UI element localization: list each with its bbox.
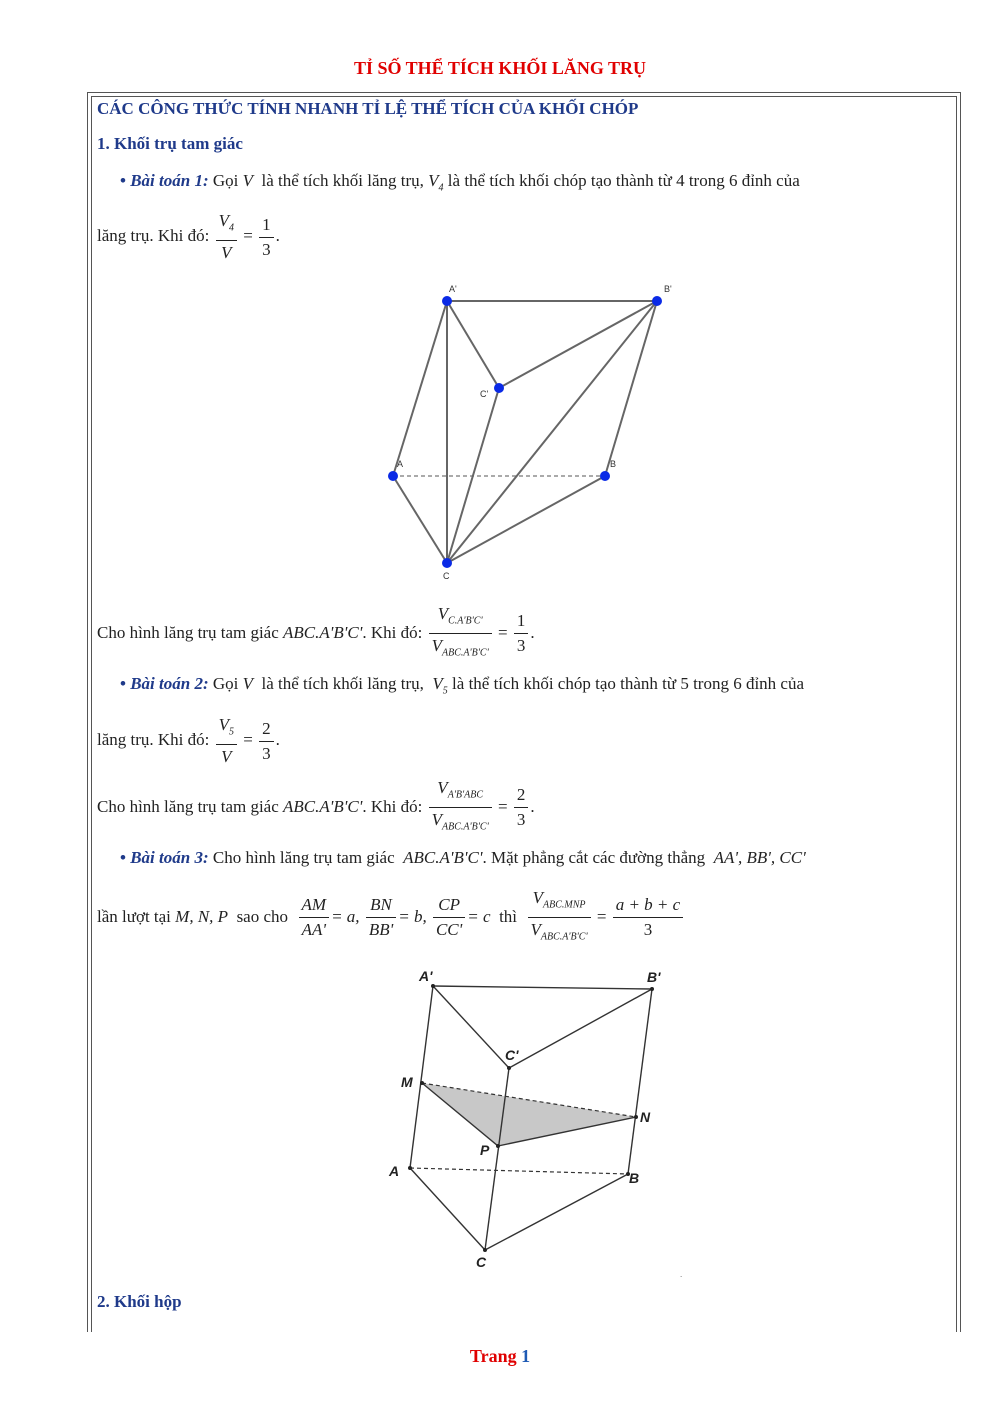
page-footer	[0, 1346, 1000, 1367]
fraction-bn-bb	[366, 894, 396, 941]
fraction-result	[514, 784, 529, 831]
label-p: P	[480, 1142, 490, 1158]
num: V	[532, 888, 543, 907]
eq: =	[243, 730, 253, 750]
den: 3	[516, 810, 526, 830]
problem-1-line-2	[97, 210, 280, 264]
sub: 5	[442, 685, 448, 697]
eq: =	[596, 906, 607, 926]
text: là thể tích khối lăng trụ,	[261, 674, 424, 693]
fraction-volume-ratio	[429, 603, 492, 665]
num: V	[218, 211, 230, 230]
line-names: AA', BB', CC'	[713, 848, 806, 867]
problem-1-line-1	[120, 170, 800, 199]
text: . Khi đó:	[362, 796, 423, 816]
page-number: 1	[521, 1346, 531, 1366]
val: = c	[467, 906, 491, 926]
label-b: B	[629, 1170, 640, 1186]
num: 2	[259, 718, 274, 742]
text: là thể tích khối lăng trụ,	[261, 171, 424, 190]
fraction-result	[259, 718, 274, 765]
subsection-2-title: 2. Khối hộp	[97, 1292, 182, 1311]
text: . Khi đó:	[362, 622, 423, 642]
sub: A'B'ABC	[447, 789, 484, 801]
fraction-v4-v	[216, 210, 237, 264]
sub: ABC.A'B'C'	[442, 647, 489, 659]
period: .	[530, 796, 535, 816]
text: Cho hình lăng trụ tam giác	[97, 796, 279, 816]
label-b: B	[610, 459, 617, 469]
text: là thể tích khối chóp tạo thành từ 5 trong 6 đỉnh của	[452, 674, 805, 693]
text: thì	[499, 906, 518, 926]
sub: 4	[438, 182, 444, 194]
den: AA'	[301, 920, 326, 940]
problem-3-label: Bài toán 3:	[130, 848, 209, 867]
num: AM	[299, 894, 330, 918]
sub: ABC.A'B'C'	[442, 821, 489, 833]
label-c: C	[476, 1254, 487, 1270]
corollary-2	[97, 777, 535, 839]
section-heading: CÁC CÔNG THỨC TÍNH NHANH TỈ LỆ THỂ TÍCH CỦA KHỐI CHÓP	[97, 99, 639, 118]
num: 1	[514, 610, 529, 634]
label-b-prime: B'	[647, 969, 661, 985]
sub: ABC.MNP	[543, 899, 586, 911]
prism-figure-2	[380, 960, 700, 1280]
stray-dot: .	[680, 1270, 683, 1279]
label-n: N	[640, 1109, 651, 1125]
eq: =	[497, 622, 508, 642]
problem-1-label: Bài toán 1:	[130, 171, 209, 190]
var-v4: V	[428, 171, 439, 190]
prism-name: ABC.A'B'C'	[403, 848, 483, 867]
fraction-volume-ratio	[429, 777, 492, 839]
text: Cho hình lăng trụ tam giác	[97, 622, 279, 642]
text: Cho hình lăng trụ tam giác	[212, 848, 395, 867]
val: = b,	[398, 906, 427, 926]
val: = a,	[331, 906, 360, 926]
var-v: V	[242, 674, 253, 693]
bullet-icon: •	[120, 674, 126, 693]
point-names: M, N, P	[175, 906, 229, 926]
text: sao cho	[236, 906, 289, 926]
den: V	[221, 747, 232, 767]
problem-3-line-2	[97, 887, 685, 949]
problem-2-label: Bài toán 2:	[130, 674, 209, 693]
label-c-prime: C'	[505, 1047, 519, 1063]
num: BN	[366, 894, 396, 918]
prism-figure-1	[380, 280, 680, 580]
sub: 4	[229, 222, 235, 234]
den: 3	[643, 920, 653, 940]
text: Gọi	[212, 674, 239, 693]
den: V	[431, 636, 443, 656]
num: CP	[433, 894, 465, 918]
fraction-result	[259, 214, 274, 261]
vertex-points	[388, 296, 662, 568]
page-title: TỈ SỐ THỂ TÍCH KHỐI LĂNG TRỤ	[353, 58, 647, 78]
problem-3-line-1	[120, 847, 806, 869]
fraction-result	[613, 894, 684, 941]
den: BB'	[368, 920, 394, 940]
den: V	[221, 243, 232, 263]
num: V	[437, 604, 449, 623]
text: là thể tích khối chóp tạo thành từ 4 trong 6 đỉnh của	[447, 171, 800, 190]
sub: C.A'B'C'	[448, 615, 483, 627]
sub: ABC.A'B'C'	[540, 931, 588, 943]
label-a: A	[397, 459, 404, 469]
bullet-icon: •	[120, 171, 126, 190]
period: .	[530, 622, 535, 642]
text: Gọi	[212, 171, 239, 190]
sub: 5	[229, 726, 235, 738]
eq: =	[243, 226, 253, 246]
den: V	[431, 810, 443, 830]
den: 3	[262, 743, 271, 763]
den: V	[530, 920, 541, 940]
den: CC'	[435, 920, 463, 940]
bullet-icon: •	[120, 848, 126, 867]
label-a-prime: A'	[419, 968, 433, 984]
den: 3	[516, 636, 526, 656]
label-a-prime: A'	[449, 284, 457, 294]
label-m: M	[401, 1074, 413, 1090]
fraction-am-aa	[299, 894, 330, 941]
var-v: V	[242, 171, 253, 190]
label-c-prime: C'	[480, 389, 489, 399]
text: lần lượt tại	[97, 906, 171, 926]
eq: =	[497, 796, 508, 816]
prism-name: ABC.A'B'C'	[283, 796, 363, 816]
problem-2-line-2	[97, 714, 280, 768]
prism-name: ABC.A'B'C'	[283, 622, 363, 642]
num: 2	[514, 784, 529, 808]
num: V	[218, 715, 230, 734]
den: 3	[262, 239, 271, 259]
num: 1	[259, 214, 274, 238]
var-v5: V	[432, 674, 443, 693]
text: lăng trụ. Khi đó:	[97, 226, 210, 246]
subsection-1-title: 1. Khối trụ tam giác	[97, 134, 243, 153]
fraction-cp-cc	[433, 894, 465, 941]
fraction-v5-v	[216, 714, 237, 768]
label-c: C	[443, 571, 450, 580]
num: a + b + c	[613, 894, 684, 918]
corollary-1	[97, 603, 535, 665]
footer-label: Trang	[469, 1346, 517, 1366]
problem-2-line-1	[120, 673, 804, 702]
period: .	[275, 226, 280, 246]
section-triangle-mnp	[422, 1083, 636, 1146]
num: V	[437, 778, 448, 797]
text: . Mặt phẳng cắt các đường thẳng	[482, 848, 706, 867]
period: .	[275, 730, 280, 750]
fraction-result	[514, 610, 529, 657]
text: lăng trụ. Khi đó:	[97, 730, 210, 750]
fraction-volume-ratio	[528, 887, 591, 949]
label-b-prime: B'	[664, 284, 672, 294]
prism-edges	[393, 301, 657, 563]
label-a: A	[389, 1163, 400, 1179]
